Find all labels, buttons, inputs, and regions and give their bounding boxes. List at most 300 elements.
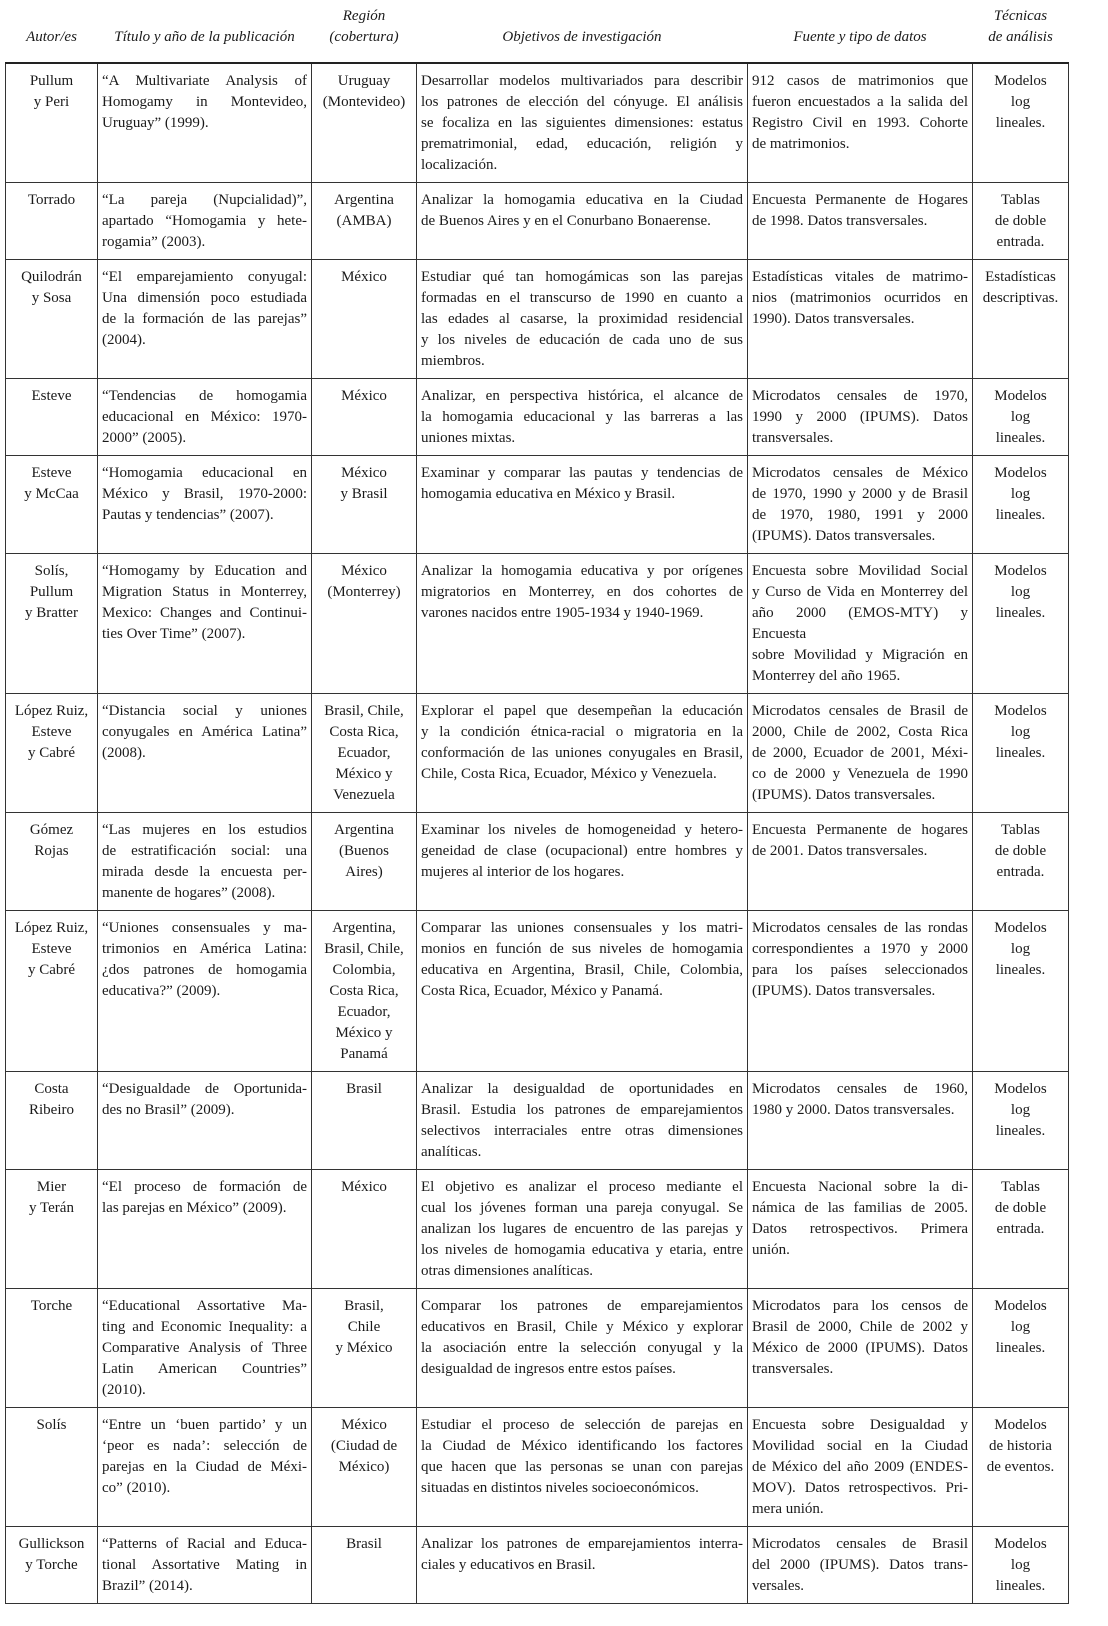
objective-line: Analizar la homogamia educativa en la Ciudad <box>421 192 743 208</box>
technique-line: lineales. <box>995 1123 1046 1139</box>
objective-line: uniones mixtas. <box>421 430 516 446</box>
region-line: y Brasil <box>340 486 388 502</box>
technique-line: log <box>1010 1557 1031 1573</box>
objective-line: Desarrollar modelos multivariados para describir <box>421 73 743 89</box>
title-line: ‘peor es nada’: selección de <box>102 1438 307 1454</box>
source-cell <box>748 260 973 379</box>
source-line: 2000, Chile de 2002, Costa Rica <box>752 724 968 740</box>
title-line: de la formación de las parejas” <box>102 311 307 327</box>
title-line: tional Assortative Mating in <box>102 1557 307 1573</box>
technique-line: Modelos <box>994 920 1047 936</box>
source-line: námica de las familias de 2005. <box>752 1200 968 1216</box>
header-line: Título y año de la publicación <box>114 29 295 45</box>
source-cell <box>748 379 973 456</box>
title-line: Brazil” (2014). <box>102 1578 193 1594</box>
source-line: Microdatos censales de Brasil de <box>752 703 968 719</box>
region-line: México <box>341 465 387 481</box>
author-line: Rojas <box>34 843 69 859</box>
source-line: de 1970, 1990 y 2000 y de Brasil <box>752 486 968 502</box>
objective-line: la homogamia educacional y las barreras a las <box>421 409 743 425</box>
header-line: Objetivos de investigación <box>502 29 662 45</box>
technique-line: Modelos <box>994 1081 1047 1097</box>
objective-line: formadas en el transcurso de 1990 en cuanto a <box>421 290 743 306</box>
technique-cell <box>973 183 1069 260</box>
source-cell <box>748 1170 973 1289</box>
source-line: de 1970, 1980, 1991 y 2000 <box>752 507 968 523</box>
objective-line: Costa Rica, Ecuador, México y Panamá. <box>421 983 663 999</box>
author-line: Costa <box>34 1081 69 1097</box>
title-line: “Educational Assortative Ma- <box>102 1298 307 1314</box>
region-line: México <box>341 563 387 579</box>
technique-line: Modelos <box>994 388 1047 404</box>
source-cell <box>748 1527 973 1604</box>
technique-line: log <box>1010 486 1031 502</box>
title-cell <box>98 63 312 183</box>
literature-review-table <box>5 0 1069 1604</box>
title-line: “Entre un ‘buen partido’ y un <box>102 1417 307 1433</box>
objective-cell <box>417 1072 748 1170</box>
source-line: nios (matrimonios ocurridos en <box>752 290 968 306</box>
objective-cell <box>417 456 748 554</box>
technique-cell <box>973 379 1069 456</box>
objective-cell <box>417 63 748 183</box>
author-line: y Torche <box>25 1557 78 1573</box>
technique-cell <box>973 554 1069 694</box>
table-header-row <box>6 0 1069 63</box>
author-cell <box>6 1170 98 1289</box>
source-cell <box>748 813 973 911</box>
objective-line: mujeres al interior de los hogares. <box>421 864 625 880</box>
objective-line: Examinar y comparar las pautas y tendencias de <box>421 465 743 481</box>
technique-line: Estadísticas <box>985 269 1056 285</box>
technique-line: Modelos <box>994 1536 1047 1552</box>
region-line: Brasil <box>346 1536 382 1552</box>
header-techniques <box>973 0 1069 63</box>
source-line: Encuesta Nacional sobre la di- <box>752 1179 968 1195</box>
technique-cell <box>973 911 1069 1072</box>
title-line: “El proceso de formación de <box>102 1179 307 1195</box>
technique-line: de doble <box>994 213 1047 229</box>
technique-cell <box>973 456 1069 554</box>
title-line: Comparative Analysis of Three <box>102 1340 307 1356</box>
technique-line: log <box>1010 724 1031 740</box>
region-line: (AMBA) <box>336 213 392 229</box>
header-objectives <box>417 0 748 63</box>
objective-line: Analizar la homogamia educativa y por orígenes <box>421 563 743 579</box>
technique-line: entrada. <box>996 1221 1045 1237</box>
title-line: educativa?” (2009). <box>102 983 221 999</box>
source-line: 912 casos de matrimonios que <box>752 73 968 89</box>
title-line: Pautas y tendencias” (2007). <box>102 507 274 523</box>
technique-line: Modelos <box>994 73 1047 89</box>
objective-line: y los niveles de educación de cada uno de sus <box>421 332 743 348</box>
objective-cell <box>417 1408 748 1527</box>
source-line: (IPUMS). Datos transversales. <box>752 787 936 803</box>
title-cell <box>98 694 312 813</box>
objective-line: Explorar el papel que desempeñan la educación <box>421 703 743 719</box>
source-line: transversales. <box>752 1361 834 1377</box>
objective-cell <box>417 1289 748 1408</box>
source-line: Microdatos censales de 1960, <box>752 1081 968 1097</box>
region-cell <box>312 456 417 554</box>
objective-line: selectivos interraciales entre otras dimensiones <box>421 1123 743 1139</box>
region-line: Brasil, Chile, <box>324 703 404 719</box>
title-line: “Tendencias de homogamia <box>102 388 307 404</box>
region-line: Aires) <box>345 864 383 880</box>
technique-cell <box>973 260 1069 379</box>
source-cell <box>748 694 973 813</box>
technique-cell <box>973 1170 1069 1289</box>
objective-line: analíticas. <box>421 1144 482 1160</box>
region-line: y México <box>335 1340 393 1356</box>
technique-line: Tablas <box>1001 192 1040 208</box>
title-line: Latin American Countries” <box>102 1361 307 1377</box>
objective-line: se focaliza en las siguientes dimensiones: estatus <box>421 115 743 131</box>
technique-line: lineales. <box>995 745 1046 761</box>
header-line: Técnicas <box>993 8 1048 24</box>
objective-line: otras dimensiones analíticas. <box>421 1263 594 1279</box>
author-line: Mier <box>36 1179 67 1195</box>
header-line: (cobertura) <box>329 29 399 45</box>
technique-line: Modelos <box>994 703 1047 719</box>
title-line: Homogamy in Montevideo, <box>102 94 307 110</box>
objective-line: prematrimonial, edad, educación, religión y <box>421 136 743 152</box>
source-line: Microdatos censales de las rondas <box>752 920 968 936</box>
objective-line: y la condición étnica-racial o migratoria en la <box>421 724 743 740</box>
table-row <box>6 260 1069 379</box>
table-row <box>6 1170 1069 1289</box>
technique-line: log <box>1010 1102 1031 1118</box>
title-line: “Patterns of Racial and Educa- <box>102 1536 307 1552</box>
region-cell <box>312 554 417 694</box>
author-line: Torche <box>30 1298 73 1314</box>
technique-line: descriptivas. <box>982 290 1059 306</box>
source-line: sobre Movilidad y Migración en <box>752 647 968 663</box>
region-line: Costa Rica, <box>329 983 399 999</box>
source-line: versales. <box>752 1578 805 1594</box>
region-line: (Montevideo) <box>322 94 406 110</box>
author-cell <box>6 63 98 183</box>
title-line: “Homogamy by Education and <box>102 563 307 579</box>
source-line: Estadísticas vitales de matrimo- <box>752 269 968 285</box>
author-line: Pullum <box>29 73 74 89</box>
objective-line: Analizar los patrones de emparejamientos interra- <box>421 1536 743 1552</box>
source-line: Encuesta sobre Desigualdad y <box>752 1417 968 1433</box>
technique-line: entrada. <box>996 864 1045 880</box>
author-cell <box>6 1527 98 1604</box>
technique-cell <box>973 1527 1069 1604</box>
source-line: Brasil de 2000, Chile de 2002 y <box>752 1319 968 1335</box>
objective-line: desigualdad de ingresos entre estos países. <box>421 1361 676 1377</box>
source-line: 1990 y 2000 (IPUMS). Datos <box>752 409 968 425</box>
table-row <box>6 379 1069 456</box>
title-line: ¿dos patrones de homogamia <box>102 962 307 978</box>
objective-line: miembros. <box>421 353 485 369</box>
objective-line: homogamia educativa en México y Brasil. <box>421 486 676 502</box>
region-cell <box>312 1170 417 1289</box>
title-line: las parejas en México” (2009). <box>102 1200 287 1216</box>
title-line: Uruguay” (1999). <box>102 115 209 131</box>
source-line: Microdatos censales de 1970, <box>752 388 968 404</box>
objective-line: los niveles de homogamia educativa y etaria, entre <box>421 1242 743 1258</box>
title-cell <box>98 183 312 260</box>
title-line: “El emparejamiento conyugal: <box>102 269 307 285</box>
title-cell <box>98 379 312 456</box>
technique-line: lineales. <box>995 115 1046 131</box>
title-line: 2000” (2005). <box>102 430 187 446</box>
title-cell <box>98 911 312 1072</box>
source-line: Encuesta Permanente de hogares <box>752 822 968 838</box>
region-line: (Ciudad de <box>330 1438 398 1454</box>
objective-line: conformación de las uniones conyugales en Brasil, <box>421 745 743 761</box>
technique-cell <box>973 63 1069 183</box>
header-line: de análisis <box>988 29 1053 45</box>
source-line: Microdatos para los censos de <box>752 1298 968 1314</box>
author-line: López Ruiz, <box>14 703 89 719</box>
table-row <box>6 183 1069 260</box>
technique-line: lineales. <box>995 962 1046 978</box>
objective-line: geneidad de clase (ocupacional) entre hombres y <box>421 843 743 859</box>
region-line: (Buenos <box>339 843 389 859</box>
region-cell <box>312 1289 417 1408</box>
region-line: México <box>341 388 387 404</box>
source-line: año 2000 (EMOS-MTY) y Encuesta <box>752 605 968 642</box>
objective-line: de Buenos Aires y en el Conurbano Bonaerense. <box>421 213 711 229</box>
objective-line: El objetivo es analizar el proceso mediante el <box>421 1179 743 1195</box>
objective-line: localización. <box>421 157 498 173</box>
technique-line: de doble <box>994 1200 1047 1216</box>
author-line: y Peri <box>33 94 70 110</box>
author-line: Torrado <box>27 192 76 208</box>
author-cell <box>6 260 98 379</box>
author-line: y McCaa <box>24 486 79 502</box>
region-cell <box>312 260 417 379</box>
source-line: Microdatos censales de México <box>752 465 968 481</box>
author-cell <box>6 379 98 456</box>
technique-line: entrada. <box>996 234 1045 250</box>
technique-line: log <box>1010 409 1031 425</box>
source-line: MOV). Datos retrospectivos. Pri- <box>752 1480 968 1496</box>
header-line: Autor/es <box>26 29 77 45</box>
title-line: “Desigualdade de Oportunida- <box>102 1081 307 1097</box>
source-line: correspondientes a 1970 y 2000 <box>752 941 968 957</box>
source-cell <box>748 1289 973 1408</box>
table-row <box>6 63 1069 183</box>
source-line: Movilidad social en la Ciudad <box>752 1438 968 1454</box>
author-line: y Cabré <box>27 745 76 761</box>
table-row <box>6 911 1069 1072</box>
region-cell <box>312 63 417 183</box>
header-authors <box>6 0 98 63</box>
objective-line: Comparar las uniones consensuales y los matri- <box>421 920 743 936</box>
objective-line: que hacen que las personas se unan con parejas <box>421 1459 743 1475</box>
objective-cell <box>417 911 748 1072</box>
title-line: Una dimensión poco estudiada <box>102 290 307 306</box>
objective-line: varones nacidos entre 1905-1934 y 1940-1969. <box>421 605 704 621</box>
source-cell <box>748 63 973 183</box>
objective-cell <box>417 694 748 813</box>
table-row <box>6 1408 1069 1527</box>
objective-line: la Ciudad de México identificando los factores <box>421 1438 743 1454</box>
objective-line: cual los jóvenes forman una pareja conyugal. Se <box>421 1200 743 1216</box>
region-line: Ecuador, <box>337 1004 391 1020</box>
source-line: México de 2000 (IPUMS). Datos <box>752 1340 968 1356</box>
header-title <box>98 0 312 63</box>
title-line: manente de hogares” (2008). <box>102 885 276 901</box>
title-line: des no Brasil” (2009). <box>102 1102 235 1118</box>
author-line: Gullickson <box>18 1536 85 1552</box>
source-cell <box>748 183 973 260</box>
source-cell <box>748 911 973 1072</box>
source-line: de 2001. Datos transversales. <box>752 843 928 859</box>
title-line: “Las mujeres en los estudios <box>102 822 307 838</box>
title-line: co” (2010). <box>102 1480 171 1496</box>
title-cell <box>98 260 312 379</box>
objective-line: los patrones de elección del cónyuge. El análisis <box>421 94 743 110</box>
source-line: co de 2000 y Venezuela de 1990 <box>752 766 968 782</box>
author-line: Ribeiro <box>29 1102 74 1118</box>
title-line: conyugales en América Latina” <box>102 724 307 740</box>
source-line: Registro Civil en 1993. Cohorte <box>752 115 968 131</box>
region-line: Panamá <box>340 1046 388 1062</box>
technique-line: log <box>1010 941 1031 957</box>
author-cell <box>6 694 98 813</box>
author-cell <box>6 183 98 260</box>
author-line: Quilodrán <box>21 269 82 285</box>
author-cell <box>6 554 98 694</box>
title-line: mirada desde la encuesta per- <box>102 864 307 880</box>
source-line: de matrimonios. <box>752 136 850 152</box>
objective-line: Comparar los patrones de emparejamientos <box>421 1298 743 1314</box>
objective-cell <box>417 379 748 456</box>
region-cell <box>312 1072 417 1170</box>
source-cell <box>748 1072 973 1170</box>
objective-line: migratorios en Monterrey, en dos cohortes de <box>421 584 743 600</box>
title-line: ties Over Time” (2007). <box>102 626 246 642</box>
source-line: unión. <box>752 1242 790 1258</box>
technique-line: lineales. <box>995 507 1046 523</box>
technique-cell <box>973 813 1069 911</box>
author-line: y Cabré <box>27 962 76 978</box>
technique-line: de doble <box>994 843 1047 859</box>
table-row <box>6 694 1069 813</box>
objective-line: Estudiar qué tan homogámicas son las parejas <box>421 269 743 285</box>
objective-line: Examinar los niveles de homogeneidad y hetero- <box>421 822 743 838</box>
objective-line: situadas en distintos niveles socioeconómicos. <box>421 1480 699 1496</box>
objective-line: la asociación entre la selección conyugal y la <box>421 1340 743 1356</box>
title-cell <box>98 1408 312 1527</box>
source-cell <box>748 554 973 694</box>
author-line: Esteve <box>31 465 72 481</box>
title-line: educacional en México: 1970- <box>102 409 307 425</box>
region-line: México <box>341 1179 387 1195</box>
technique-line: log <box>1010 94 1031 110</box>
objective-line: ciales y educativos en Brasil. <box>421 1557 596 1573</box>
objective-line: las edades al casarse, la proximidad residencial <box>421 311 743 327</box>
title-line: trimonios en América Latina: <box>102 941 307 957</box>
author-line: Pullum <box>29 584 74 600</box>
region-cell <box>312 1408 417 1527</box>
source-line: de México del año 2009 (ENDES- <box>752 1459 968 1475</box>
objective-line: educativos en Brasil, Chile y México y explorar <box>421 1319 743 1335</box>
source-line: fueron encuestados a la salida del <box>752 94 968 110</box>
region-line: Chile <box>347 1319 381 1335</box>
region-line: México y <box>335 1025 393 1041</box>
region-line: Argentina, <box>332 920 396 936</box>
source-line: de 1998. Datos transversales. <box>752 213 928 229</box>
source-line: del 2000 (IPUMS). Datos trans- <box>752 1557 968 1573</box>
header-source <box>748 0 973 63</box>
title-line: apartado “Homogamia y hete- <box>102 213 307 229</box>
source-line: mera unión. <box>752 1501 824 1517</box>
title-line: México y Brasil, 1970-2000: <box>102 486 307 502</box>
technique-line: log <box>1010 1319 1031 1335</box>
source-cell <box>748 1408 973 1527</box>
title-cell <box>98 554 312 694</box>
title-line: (2008). <box>102 745 146 761</box>
title-line: “Uniones consensuales y ma- <box>102 920 307 936</box>
table-body <box>6 63 1069 1604</box>
region-line: Colombia, <box>332 962 396 978</box>
author-cell <box>6 813 98 911</box>
objective-cell <box>417 554 748 694</box>
author-line: Solís <box>36 1417 67 1433</box>
region-line: Argentina <box>334 192 394 208</box>
objective-cell <box>417 1527 748 1604</box>
region-line: Venezuela <box>333 787 395 803</box>
region-cell <box>312 1527 417 1604</box>
region-line: México <box>341 1417 387 1433</box>
author-cell <box>6 1408 98 1527</box>
objective-line: analizan los lugares de encuentro de las parejas y <box>421 1221 743 1237</box>
source-line: (IPUMS). Datos transversales. <box>752 528 936 544</box>
technique-line: log <box>1010 584 1031 600</box>
technique-line: Modelos <box>994 465 1047 481</box>
table-row <box>6 1289 1069 1408</box>
technique-line: Modelos <box>994 563 1047 579</box>
title-line: parejas en la Ciudad de Méxi- <box>102 1459 307 1475</box>
source-line: (IPUMS). Datos transversales. <box>752 983 936 999</box>
author-line: y Terán <box>29 1200 74 1216</box>
author-cell <box>6 1072 98 1170</box>
region-cell <box>312 813 417 911</box>
author-line: Esteve <box>31 388 72 404</box>
title-cell <box>98 1170 312 1289</box>
title-line: “Homogamia educacional en <box>102 465 307 481</box>
title-line: Mexico: Changes and Continui- <box>102 605 307 621</box>
source-line: Microdatos censales de Brasil <box>752 1536 968 1552</box>
technique-cell <box>973 1072 1069 1170</box>
objective-line: Estudiar el proceso de selección de parejas en <box>421 1417 743 1433</box>
source-line: para los países seleccionados <box>752 962 968 978</box>
objective-line: Analizar, en perspectiva histórica, el alcance de <box>421 388 743 404</box>
region-cell <box>312 694 417 813</box>
title-line: ting and Economic Inequality: a <box>102 1319 307 1335</box>
region-line: México y <box>335 766 393 782</box>
title-cell <box>98 456 312 554</box>
title-line: “A Multivariate Analysis of <box>102 73 307 89</box>
region-cell <box>312 379 417 456</box>
author-line: Esteve <box>31 724 72 740</box>
table-row <box>6 1072 1069 1170</box>
title-cell <box>98 1527 312 1604</box>
author-line: y Bratter <box>25 605 78 621</box>
region-line: (Monterrey) <box>327 584 401 600</box>
table-row <box>6 554 1069 694</box>
title-line: “La pareja (Nupcialidad)”, <box>102 192 307 208</box>
source-line: Encuesta sobre Movilidad Social <box>752 563 968 579</box>
technique-line: de eventos. <box>986 1459 1055 1475</box>
